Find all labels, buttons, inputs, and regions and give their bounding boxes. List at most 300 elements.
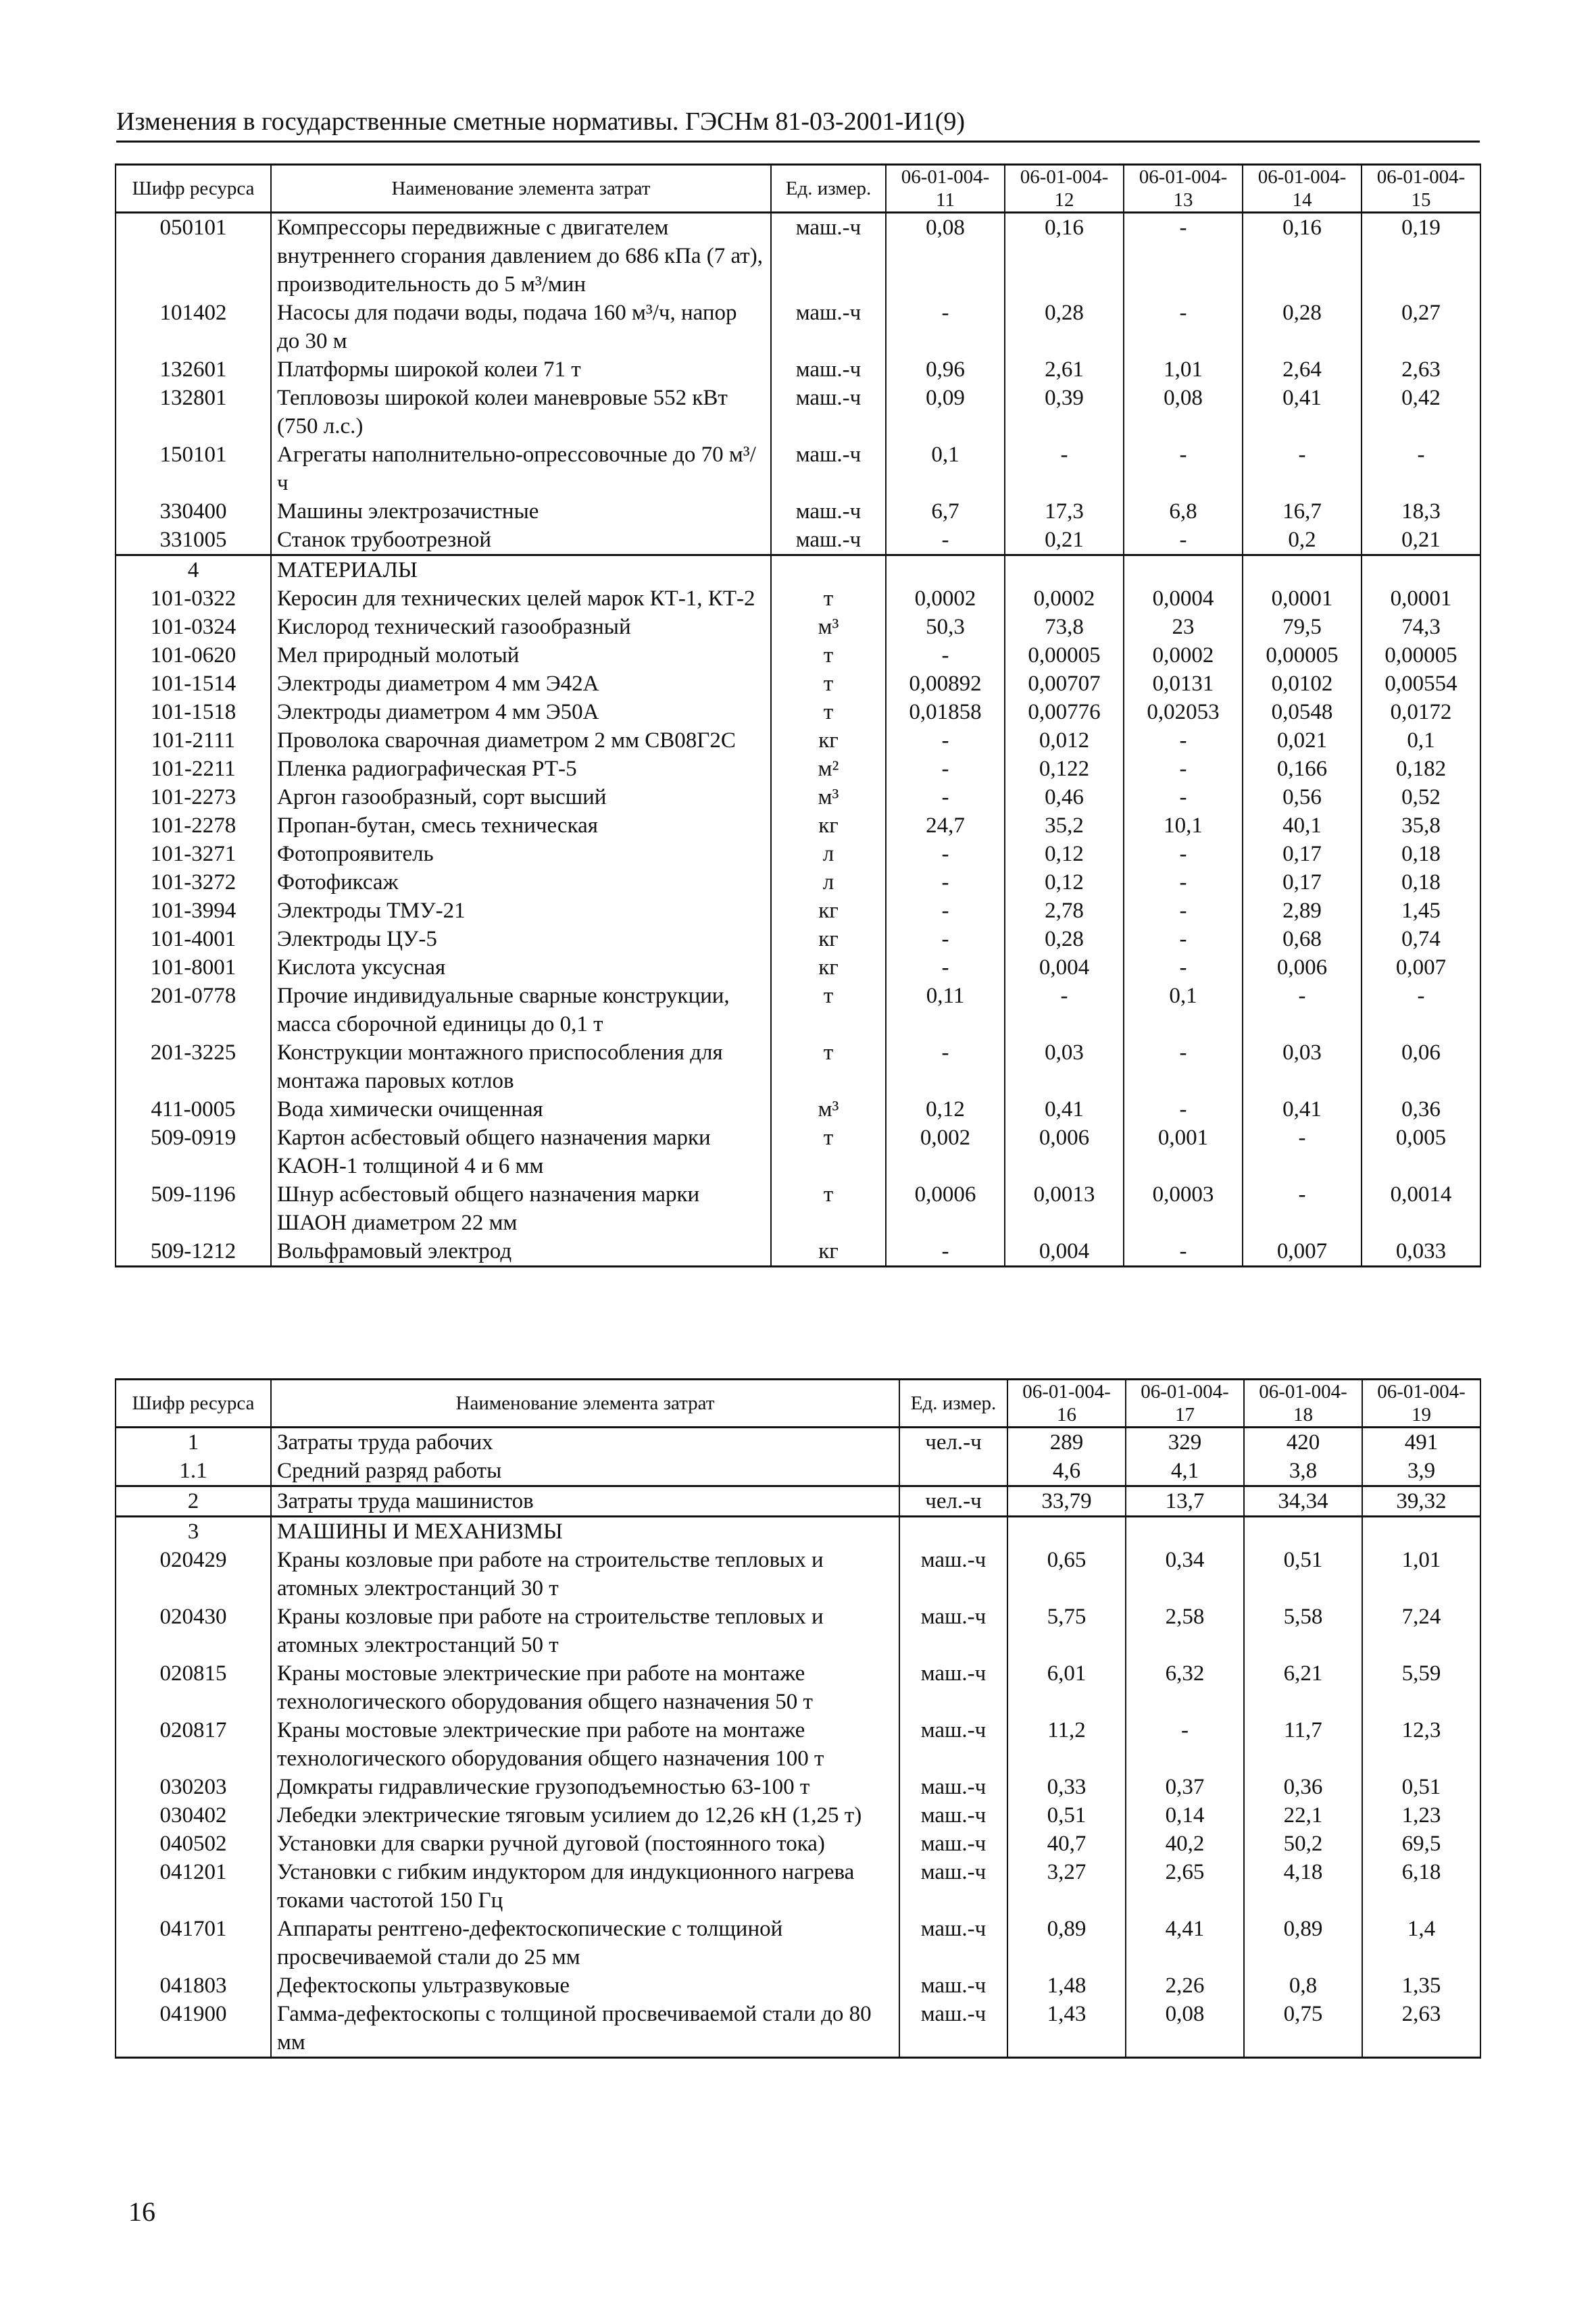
cell-code: 020429 <box>116 1546 271 1603</box>
table-row <box>116 1971 1480 2000</box>
cell-value: - <box>1124 213 1243 299</box>
cell-code: 101-0322 <box>116 584 271 613</box>
cell-unit: м³ <box>771 613 886 641</box>
cell-value: 0,0172 <box>1362 698 1480 726</box>
cell-name: Дефектоскопы ультразвуковые <box>271 1971 899 2000</box>
cell-value: 1,01 <box>1124 355 1243 384</box>
col-header: 06-01-004-19 <box>1362 1380 1480 1428</box>
cell-value: 491 <box>1362 1428 1480 1457</box>
cell-name: Электроды ЦУ-5 <box>271 925 771 953</box>
table-row <box>116 726 1480 755</box>
cell-value: - <box>1124 868 1243 897</box>
cell-name: Кислота уксусная <box>271 953 771 982</box>
cell-value: 10,1 <box>1124 811 1243 840</box>
cell-name: Керосин для технических целей марок КТ-1, КТ-2 <box>271 584 771 613</box>
cell-unit: м³ <box>771 783 886 811</box>
cell-value: 0,89 <box>1007 1915 1126 1971</box>
cell-code: 040502 <box>116 1830 271 1858</box>
cell-value: 0,00776 <box>1005 698 1124 726</box>
cell-unit: кг <box>771 811 886 840</box>
cell-code: 030203 <box>116 1773 271 1801</box>
cell-code: 331005 <box>116 526 271 555</box>
cell-value: 0,41 <box>1243 1095 1362 1124</box>
cell-value: - <box>1243 982 1362 1038</box>
cell-value <box>886 555 1005 585</box>
cell-value: 40,2 <box>1126 1830 1244 1858</box>
cell-value: 7,24 <box>1362 1603 1480 1659</box>
cell-name: Краны козловые при работе на строительстве тепловых и атомных электростанций 30 т <box>271 1546 899 1603</box>
cell-value: - <box>1124 840 1243 868</box>
cell-unit: т <box>771 1180 886 1237</box>
cell-name: Гамма-дефектоскопы с толщиной просвечиваемой стали до 80 мм <box>271 2000 899 2058</box>
cell-value: 1,35 <box>1362 1971 1480 2000</box>
cell-value: 0,36 <box>1244 1773 1362 1801</box>
cell-unit: маш.-ч <box>899 1659 1007 1716</box>
cell-code: 050101 <box>116 213 271 299</box>
cell-unit: маш.-ч <box>771 213 886 299</box>
cell-value: - <box>886 641 1005 670</box>
col-header: Ед. измер. <box>899 1380 1007 1428</box>
cell-name: Домкраты гидравлические грузоподъемностью 63-100 т <box>271 1773 899 1801</box>
cell-value: 3,8 <box>1244 1457 1362 1486</box>
cell-unit: маш.-ч <box>771 299 886 355</box>
cell-name: Установки для сварки ручной дуговой (постоянного тока) <box>271 1830 899 1858</box>
cell-value: 0,0013 <box>1005 1180 1124 1237</box>
table-row <box>116 526 1480 555</box>
cell-value: 0,74 <box>1362 925 1480 953</box>
table-row <box>116 555 1480 585</box>
cell-unit: маш.-ч <box>899 1716 1007 1773</box>
cell-value <box>1126 1517 1244 1546</box>
cell-name: Пропан-бутан, смесь техническая <box>271 811 771 840</box>
cell-code: 150101 <box>116 441 271 497</box>
cell-code: 101-8001 <box>116 953 271 982</box>
cell-unit: маш.-ч <box>899 1830 1007 1858</box>
cell-name: Краны мостовые электрические при работе на монтаже технологического оборудования общего назначения 100 т <box>271 1716 899 1773</box>
cell-value <box>1124 555 1243 585</box>
cell-name: Мел природный молотый <box>271 641 771 670</box>
cell-value: 420 <box>1244 1428 1362 1457</box>
cell-value: 2,61 <box>1005 355 1124 384</box>
cell-value: 22,1 <box>1244 1801 1362 1830</box>
cell-value: 0,39 <box>1005 384 1124 441</box>
cell-value: 1,43 <box>1007 2000 1126 2058</box>
cell-value: 0,33 <box>1007 1773 1126 1801</box>
cell-value: - <box>1124 783 1243 811</box>
col-header: 06-01-004-17 <box>1126 1380 1244 1428</box>
cell-value: - <box>886 840 1005 868</box>
table-row <box>116 584 1480 613</box>
cell-value: 2,63 <box>1362 2000 1480 2058</box>
cell-value: - <box>886 299 1005 355</box>
cell-value <box>1244 1517 1362 1546</box>
cell-value: 0,28 <box>1005 925 1124 953</box>
cell-value: 4,41 <box>1126 1915 1244 1971</box>
cell-name: МАТЕРИАЛЫ <box>271 555 771 585</box>
cell-value: 0,122 <box>1005 755 1124 783</box>
cell-value: 0,0006 <box>886 1180 1005 1237</box>
cell-code: 101-4001 <box>116 925 271 953</box>
cell-value: 0,21 <box>1005 526 1124 555</box>
cell-code: 020430 <box>116 1603 271 1659</box>
cell-value: 0,51 <box>1244 1546 1362 1603</box>
cell-value: 0,52 <box>1362 783 1480 811</box>
cell-value: 2,78 <box>1005 897 1124 925</box>
cell-value: - <box>886 726 1005 755</box>
cell-code: 041201 <box>116 1858 271 1915</box>
cell-value: - <box>1124 299 1243 355</box>
cell-value: 0,007 <box>1243 1237 1362 1267</box>
table-row <box>116 1773 1480 1801</box>
cell-value: 0,96 <box>886 355 1005 384</box>
cell-value: 0,00005 <box>1243 641 1362 670</box>
cell-unit: т <box>771 698 886 726</box>
cell-value: 3,27 <box>1007 1858 1126 1915</box>
cell-unit: л <box>771 868 886 897</box>
cell-code: 101-3271 <box>116 840 271 868</box>
cell-value: 40,7 <box>1007 1830 1126 1858</box>
cell-value: 0,03 <box>1005 1038 1124 1095</box>
cell-code: 101-1514 <box>116 670 271 698</box>
cell-value: 2,26 <box>1126 1971 1244 2000</box>
cell-value: - <box>1124 1237 1243 1267</box>
cell-value: 0,004 <box>1005 953 1124 982</box>
cell-value: 0,51 <box>1362 1773 1480 1801</box>
cell-unit: маш.-ч <box>771 441 886 497</box>
cell-value: 0,166 <box>1243 755 1362 783</box>
cell-unit: кг <box>771 897 886 925</box>
cell-value: - <box>886 526 1005 555</box>
cell-value: - <box>1124 1038 1243 1095</box>
table-row <box>116 953 1480 982</box>
table-row <box>116 1659 1480 1716</box>
cell-value: 0,17 <box>1243 840 1362 868</box>
cell-value: 3,9 <box>1362 1457 1480 1486</box>
cell-value: 1,4 <box>1362 1915 1480 1971</box>
cell-unit: м² <box>771 755 886 783</box>
cell-value: 1,23 <box>1362 1801 1480 1830</box>
cell-value: 0,12 <box>1005 840 1124 868</box>
cell-value: 40,1 <box>1243 811 1362 840</box>
cell-unit <box>771 555 886 585</box>
cell-value: 0,0548 <box>1243 698 1362 726</box>
cell-value: 0,0002 <box>886 584 1005 613</box>
cell-code: 201-0778 <box>116 982 271 1038</box>
cell-value: 23 <box>1124 613 1243 641</box>
table-row <box>116 811 1480 840</box>
cell-value: 0,37 <box>1126 1773 1244 1801</box>
cell-value <box>1243 555 1362 585</box>
cell-name: Компрессоры передвижные с двигателем внутреннего сгорания давлением до 686 кПа (7 ат), производительность до 5 м³/мин <box>271 213 771 299</box>
cell-value: 329 <box>1126 1428 1244 1457</box>
cell-value: 1,48 <box>1007 1971 1126 2000</box>
cell-unit: маш.-ч <box>771 526 886 555</box>
cell-value: 2,64 <box>1243 355 1362 384</box>
cell-value: - <box>1124 953 1243 982</box>
cell-value: 0,033 <box>1362 1237 1480 1267</box>
cell-value: 0,021 <box>1243 726 1362 755</box>
table-row <box>116 213 1480 299</box>
cell-value: 24,7 <box>886 811 1005 840</box>
cell-value: 17,3 <box>1005 497 1124 526</box>
cell-name: Конструкции монтажного приспособления для монтажа паровых котлов <box>271 1038 771 1095</box>
cell-code: 020817 <box>116 1716 271 1773</box>
cell-value: 69,5 <box>1362 1830 1480 1858</box>
col-header: Шифр ресурса <box>116 1380 271 1428</box>
col-header: 06-01-004-14 <box>1243 165 1362 213</box>
cell-code: 101-0620 <box>116 641 271 670</box>
cell-value: 0,1 <box>886 441 1005 497</box>
cell-value: 0,00554 <box>1362 670 1480 698</box>
cell-value: - <box>1362 982 1480 1038</box>
cell-code: 101-2111 <box>116 726 271 755</box>
cell-unit: маш.-ч <box>899 1971 1007 2000</box>
cell-name: Средний разряд работы <box>271 1457 899 1486</box>
table-row <box>116 1603 1480 1659</box>
cell-value: 0,0001 <box>1243 584 1362 613</box>
table-header-row <box>116 165 1480 213</box>
cell-value: - <box>886 897 1005 925</box>
cell-value: 0,01858 <box>886 698 1005 726</box>
cell-value: 0,28 <box>1243 299 1362 355</box>
cell-name: Платформы широкой колеи 71 т <box>271 355 771 384</box>
cell-value: - <box>1005 982 1124 1038</box>
cell-value: 0,00005 <box>1362 641 1480 670</box>
cell-value: - <box>1124 925 1243 953</box>
col-header: 06-01-004-15 <box>1362 165 1480 213</box>
cell-value: 0,68 <box>1243 925 1362 953</box>
cell-value: 0,75 <box>1244 2000 1362 2058</box>
cell-name: МАШИНЫ И МЕХАНИЗМЫ <box>271 1517 899 1546</box>
cell-value: 0,56 <box>1243 783 1362 811</box>
cell-name: Пленка радиографическая РТ-5 <box>271 755 771 783</box>
cell-value: 0,2 <box>1243 526 1362 555</box>
table-row <box>116 755 1480 783</box>
cell-value: 0,0003 <box>1124 1180 1243 1237</box>
cell-unit: л <box>771 840 886 868</box>
cell-value: 0,002 <box>886 1124 1005 1180</box>
cell-name: Аппараты рентгено-дефектоскопические с толщиной просвечиваемой стали до 25 мм <box>271 1915 899 1971</box>
cell-name: Вольфрамовый электрод <box>271 1237 771 1267</box>
cell-value: 0,0002 <box>1124 641 1243 670</box>
cell-value: 0,41 <box>1243 384 1362 441</box>
cell-name: Электроды диаметром 4 мм Э42А <box>271 670 771 698</box>
cell-value: 6,21 <box>1244 1659 1362 1716</box>
cell-name: Кислород технический газообразный <box>271 613 771 641</box>
cell-code: 3 <box>116 1517 271 1546</box>
cell-unit: кг <box>771 925 886 953</box>
cell-value: 0,00005 <box>1005 641 1124 670</box>
table-row <box>116 497 1480 526</box>
cell-value: 11,2 <box>1007 1716 1126 1773</box>
cell-code: 101-1518 <box>116 698 271 726</box>
cell-value: 0,14 <box>1126 1801 1244 1830</box>
cell-value: - <box>1362 441 1480 497</box>
cell-code: 101-2273 <box>116 783 271 811</box>
cell-value: - <box>1124 726 1243 755</box>
table-row <box>116 441 1480 497</box>
cell-code: 020815 <box>116 1659 271 1716</box>
cell-value <box>1007 1517 1126 1546</box>
cell-value: 0,12 <box>1005 868 1124 897</box>
cell-value: 73,8 <box>1005 613 1124 641</box>
cell-value: 0,007 <box>1362 953 1480 982</box>
cell-value: 6,32 <box>1126 1659 1244 1716</box>
cell-value: 6,18 <box>1362 1858 1480 1915</box>
cell-value: 0,005 <box>1362 1124 1480 1180</box>
cell-value: 0,21 <box>1362 526 1480 555</box>
cell-unit: м³ <box>771 1095 886 1124</box>
cell-value: 0,08 <box>886 213 1005 299</box>
cell-code: 411-0005 <box>116 1095 271 1124</box>
cell-code: 2 <box>116 1486 271 1517</box>
cell-value: 0,0102 <box>1243 670 1362 698</box>
col-header: Наименование элемента затрат <box>271 165 771 213</box>
cell-value: 79,5 <box>1243 613 1362 641</box>
cell-value: 5,58 <box>1244 1603 1362 1659</box>
cell-value: 0,0001 <box>1362 584 1480 613</box>
cell-value: - <box>886 1237 1005 1267</box>
cell-value: 0,89 <box>1244 1915 1362 1971</box>
table-row <box>116 1038 1480 1095</box>
cell-code: 509-1212 <box>116 1237 271 1267</box>
table-row <box>116 1830 1480 1858</box>
cell-code: 041701 <box>116 1915 271 1971</box>
cell-unit: маш.-ч <box>899 1858 1007 1915</box>
page-number: 16 <box>128 2196 155 2227</box>
table-row <box>116 840 1480 868</box>
table-row <box>116 1801 1480 1830</box>
cell-unit: кг <box>771 1237 886 1267</box>
cell-value: - <box>1243 1180 1362 1237</box>
cell-code: 101-3994 <box>116 897 271 925</box>
cell-value: 289 <box>1007 1428 1126 1457</box>
cell-value: 50,3 <box>886 613 1005 641</box>
cell-unit: т <box>771 982 886 1038</box>
cell-name: Фотофиксаж <box>271 868 771 897</box>
cell-code: 201-3225 <box>116 1038 271 1095</box>
cell-value: 33,79 <box>1007 1486 1126 1517</box>
table-row <box>116 1237 1480 1267</box>
cell-value: 4,6 <box>1007 1457 1126 1486</box>
cell-value: 0,08 <box>1124 384 1243 441</box>
cell-value: - <box>1243 1124 1362 1180</box>
table-row <box>116 1180 1480 1237</box>
cell-value <box>1005 555 1124 585</box>
cell-value: 50,2 <box>1244 1830 1362 1858</box>
cell-value: - <box>1124 1095 1243 1124</box>
cell-name: Затраты труда рабочих <box>271 1428 899 1457</box>
cell-value: 0,1 <box>1362 726 1480 755</box>
cell-value: 4,18 <box>1244 1858 1362 1915</box>
cell-value: 11,7 <box>1244 1716 1362 1773</box>
cell-name: Станок трубоотрезной <box>271 526 771 555</box>
cell-value: 16,7 <box>1243 497 1362 526</box>
cell-value: 1,45 <box>1362 897 1480 925</box>
cell-code: 030402 <box>116 1801 271 1830</box>
table-row <box>116 1457 1480 1486</box>
cell-value: 2,65 <box>1126 1858 1244 1915</box>
cell-value: 39,32 <box>1362 1486 1480 1517</box>
col-header: Наименование элемента затрат <box>271 1380 899 1428</box>
cell-value: 0,27 <box>1362 299 1480 355</box>
cell-name: Вода химически очищенная <box>271 1095 771 1124</box>
cell-code: 1 <box>116 1428 271 1457</box>
cell-value: 0,001 <box>1124 1124 1243 1180</box>
cell-value: - <box>1124 897 1243 925</box>
cell-code: 101-2278 <box>116 811 271 840</box>
cell-code: 041803 <box>116 1971 271 2000</box>
table-row <box>116 384 1480 441</box>
cell-value: 0,41 <box>1005 1095 1124 1124</box>
cell-value: 0,1 <box>1124 982 1243 1038</box>
cell-value: - <box>1124 755 1243 783</box>
cell-value: - <box>1126 1716 1244 1773</box>
cell-unit: маш.-ч <box>899 2000 1007 2058</box>
cell-name: Агрегаты наполнительно-опрессовочные до 70 м³/ч <box>271 441 771 497</box>
cell-value: 0,42 <box>1362 384 1480 441</box>
cell-value: 0,12 <box>886 1095 1005 1124</box>
cell-value: 0,02053 <box>1124 698 1243 726</box>
cell-value: 0,11 <box>886 982 1005 1038</box>
cell-name: Аргон газообразный, сорт высший <box>271 783 771 811</box>
cell-unit: маш.-ч <box>899 1546 1007 1603</box>
table-row <box>116 1095 1480 1124</box>
cell-value: 0,65 <box>1007 1546 1126 1603</box>
cell-code: 132601 <box>116 355 271 384</box>
table-row <box>116 1428 1480 1457</box>
col-header: 06-01-004-11 <box>886 165 1005 213</box>
cell-value: 0,0004 <box>1124 584 1243 613</box>
cell-code: 101-2211 <box>116 755 271 783</box>
cell-value: 13,7 <box>1126 1486 1244 1517</box>
cell-unit <box>899 1457 1007 1486</box>
cell-code: 330400 <box>116 497 271 526</box>
cell-value: - <box>886 755 1005 783</box>
cell-value: 0,012 <box>1005 726 1124 755</box>
col-header: 06-01-004-18 <box>1244 1380 1362 1428</box>
cell-code: 041900 <box>116 2000 271 2058</box>
col-header: 06-01-004-16 <box>1007 1380 1126 1428</box>
table-header-row <box>116 1380 1480 1428</box>
cell-value: 2,63 <box>1362 355 1480 384</box>
col-header: Ед. измер. <box>771 165 886 213</box>
cell-code: 509-0919 <box>116 1124 271 1180</box>
cell-unit: маш.-ч <box>899 1915 1007 1971</box>
table-row <box>116 1486 1480 1517</box>
col-header: 06-01-004-12 <box>1005 165 1124 213</box>
table-row <box>116 613 1480 641</box>
cell-value: - <box>886 783 1005 811</box>
cell-value: - <box>886 868 1005 897</box>
cell-value: - <box>1243 441 1362 497</box>
cell-name: Краны мостовые электрические при работе на монтаже технологического оборудования общего назначения 50 т <box>271 1659 899 1716</box>
cell-code: 132801 <box>116 384 271 441</box>
cell-value: 0,17 <box>1243 868 1362 897</box>
table-row <box>116 1915 1480 1971</box>
cell-value: 0,004 <box>1005 1237 1124 1267</box>
cell-value: 0,51 <box>1007 1801 1126 1830</box>
cell-code: 1.1 <box>116 1457 271 1486</box>
cell-value: - <box>886 953 1005 982</box>
cell-name: Лебедки электрические тяговым усилием до 12,26 кН (1,25 т) <box>271 1801 899 1830</box>
cell-value <box>1362 1517 1480 1546</box>
cell-value: 0,00892 <box>886 670 1005 698</box>
cell-value: 0,16 <box>1005 213 1124 299</box>
table-row <box>116 897 1480 925</box>
cell-value: 0,18 <box>1362 840 1480 868</box>
cell-name: Картон асбестовый общего назначения марки КАОН-1 толщиной 4 и 6 мм <box>271 1124 771 1180</box>
